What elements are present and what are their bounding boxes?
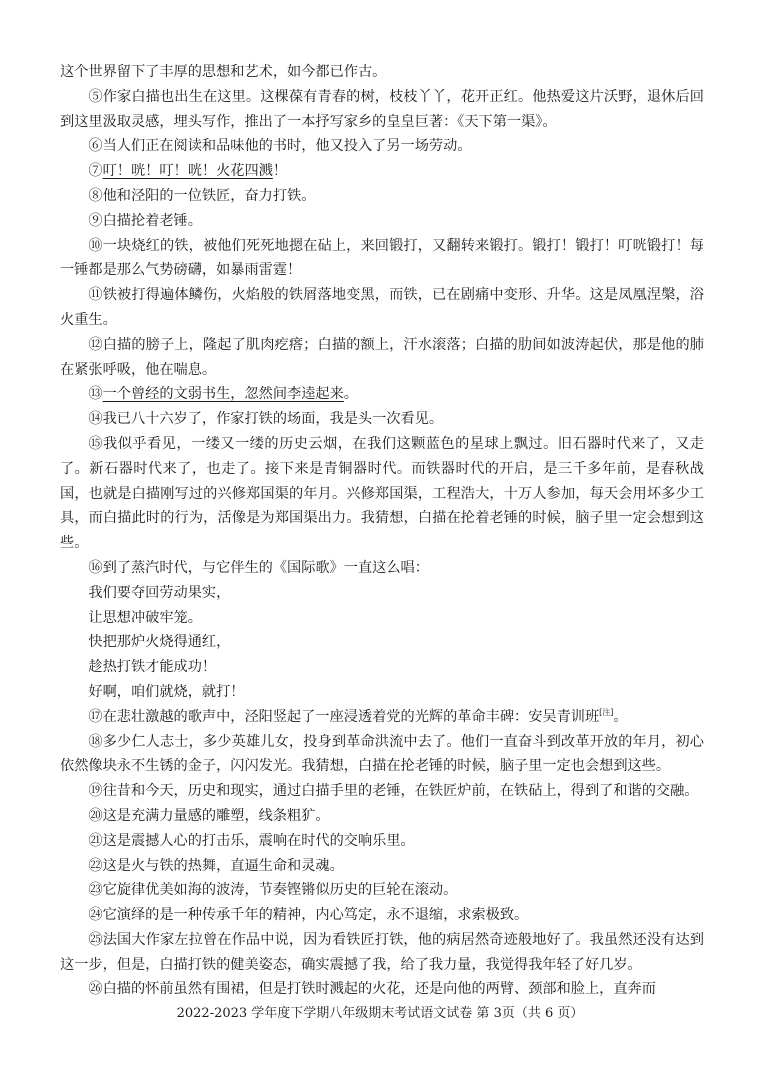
poem-line: 我们要夺回劳动果实， bbox=[88, 584, 231, 601]
paragraph-6: ⑥当人们正在阅读和品味他的书时，他又投入了另一场劳动。 bbox=[88, 138, 472, 155]
footnote-marker: [注] bbox=[599, 707, 614, 717]
paragraph-25: ㉕法国大作家左拉曾在作品中说，因为看铁匠打铁，他的病居然奇迹般地好了。我虽然还没有达到这一步，但是，白描打铁的健美姿态，确实震撼了我，给了我力量，我觉得我年轻了好几岁。 bbox=[60, 931, 704, 973]
poem-line: 趁热打铁才能成功！ bbox=[88, 659, 217, 676]
paragraph-12: ⑫白描的膀子上，隆起了肌肉疙瘩；白描的额上，汗水滚落；白描的肋间如波涛起伏，那是他的肺在紧张呼吸，他在喘息。 bbox=[60, 336, 704, 378]
paragraph-11: ⑪铁被打得遍体鳞伤，火焰般的铁屑落地变黑，而铁，已在剧痛中变形、升华。这是凤凰涅槃，浴火重生。 bbox=[60, 287, 704, 328]
paragraph-24: ㉔它演绎的是一种传承千年的精神，内心笃定，永不退缩，求索极致。 bbox=[88, 907, 529, 924]
page-footer: 2022-2023 学年度下学期八年级期末考试语文试卷 第 3页（共 6 页） bbox=[176, 1006, 584, 1021]
paragraph-19: ⑲往昔和今天，历史和现实，通过白描手里的老锤，在铁匠炉前，在铁砧上，得到了和谐的交融。 bbox=[88, 783, 699, 800]
paragraph-22: ㉒这是火与铁的热舞，直逼生命和灵魂。 bbox=[88, 857, 344, 874]
poem-line: 好啊，咱们就烧，就打！ bbox=[88, 683, 245, 700]
paragraph-7-punct: ！ bbox=[272, 163, 288, 180]
paragraph-7-number: ⑦ bbox=[88, 163, 103, 180]
paragraph-5: ⑤作家白描也出生在这里。这棵葆有青春的树，枝枝丫丫，花开正红。他热爱这片沃野，退休后回到这里汲取灵感，埋头写作，推出了一本抒写家乡的皇皇巨著：《天下第一渠》。 bbox=[60, 88, 704, 130]
paragraph-14: ⑭我已八十六岁了，作家打铁的场面，我是头一次看见。 bbox=[88, 411, 444, 428]
poem-line: 快把那炉火烧得通红， bbox=[88, 634, 231, 651]
paragraph-20: ⑳这是充满力量感的雕塑，线条粗犷。 bbox=[88, 807, 330, 824]
underlined-sentence-13: 一个曾经的文弱书生，忽然间李逵起来 bbox=[102, 386, 344, 403]
paragraph-9: ⑨白描抡着老锤。 bbox=[88, 212, 202, 229]
paragraph-17-punct: 。 bbox=[613, 708, 628, 725]
paragraph-13-number: ⑬ bbox=[88, 386, 103, 403]
poem-quote bbox=[60, 581, 704, 705]
paragraph-13 bbox=[60, 382, 704, 407]
paragraph-15: ⑮我似乎看见，一缕又一缕的历史云烟，在我们这颗蓝色的星球上飘过。旧石器时代来了，又走了。新石器时代来了，也走了。接下来是青铜器时代。而铁器时代的开启，是三千多年前，是春秋战国，也就是白描刚写过的兴修郑国渠的年月。兴修郑国渠，工程浩大，十万人参加，每天会用坏多少工具，而白描此时的行为，活像是为郑国渠出力。我猜想，白描在抡着老锤的时候，脑子里一定会想到这些。 bbox=[60, 435, 704, 552]
paragraph-17-text: ⑰在悲壮激越的歌声中，泾阳竖起了一座浸透着党的光辉的革命丰碑：安吴青训班 bbox=[88, 708, 600, 725]
paragraph-8: ⑧他和泾阳的一位铁匠，奋力打铁。 bbox=[88, 187, 316, 204]
paragraph-26: ㉖白描的怀前虽然有围裙，但是打铁时溅起的火花，还是向他的两臂、颈部和脸上，直奔而 bbox=[88, 981, 656, 998]
document-body bbox=[60, 60, 704, 1002]
paragraph-23: ㉓它旋律优美如海的波涛，节奏铿锵似历史的巨轮在滚动。 bbox=[88, 882, 458, 899]
underlined-sentence-7: 叮！咣！叮！咣！火花四溅 bbox=[102, 163, 273, 180]
paragraph-17 bbox=[60, 705, 704, 730]
paragraph-16: ⑯到了蒸汽时代，与它伴生的《国际歌》一直这么唱： bbox=[88, 559, 429, 576]
poem-line: 让思想冲破牢笼。 bbox=[88, 609, 202, 626]
paragraph-18: ⑱多少仁人志士，多少英雄儿女，投身到革命洪流中去了。他们一直奋斗到改革开放的年月，初心依然像块永不生锈的金子，闪闪发光。我猜想，白描在抡老锤的时候，脑子里一定也会想到这些。 bbox=[60, 733, 704, 775]
paragraph-10: ⑩一块烧红的铁，被他们死死地摁在砧上，来回锻打，又翻转来锻打。锻打！锻打！叮咣锻打！每一锤都是那么气势磅礴，如暴雨雷霆！ bbox=[60, 237, 704, 279]
paragraph-intro: 这个世界留下了丰厚的思想和艺术，如今都已作古。 bbox=[60, 64, 387, 80]
paragraph-21: ㉑这是震撼人心的打击乐，震响在时代的交响乐里。 bbox=[88, 832, 415, 849]
paragraph-13-punct: 。 bbox=[343, 386, 358, 403]
paragraph-7 bbox=[60, 159, 704, 184]
